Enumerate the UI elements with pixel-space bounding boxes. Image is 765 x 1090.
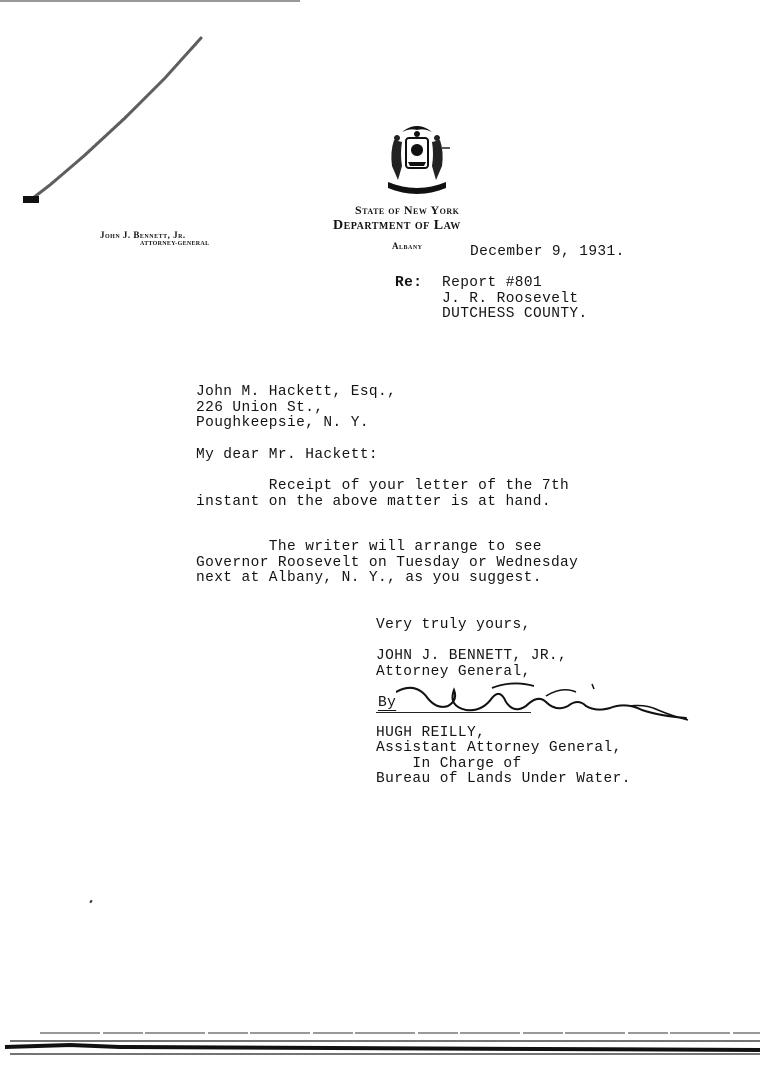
paragraph-line: Governor Roosevelt on Tuesday or Wednesday [196, 555, 579, 571]
by-label: By [378, 695, 397, 711]
attorney-general-name: John J. Bennett, Jr. [100, 230, 186, 240]
signatory-line: Bureau of Lands Under Water. [376, 771, 631, 787]
letterhead-city: Albany [392, 241, 423, 251]
bottom-scan-rules [0, 1025, 765, 1065]
complimentary-close: Very truly yours, [376, 617, 531, 633]
letterhead-state: State of New York [355, 203, 460, 217]
paragraph-line: The writer will arrange to see [196, 539, 542, 555]
signatory-line: HUGH REILLY, [376, 725, 486, 741]
attorney-general-title: ATTORNEY-GENERAL [140, 241, 210, 247]
signatory-line: Assistant Attorney General, [376, 740, 622, 756]
reference-line: Report #801 [442, 275, 543, 291]
pen-stroke-mark [15, 30, 215, 210]
signer-line: Attorney General, [376, 664, 531, 680]
recipient-line: 226 Union St., [196, 400, 324, 416]
state-seal-icon [380, 118, 454, 196]
letter-date: December 9, 1931. [470, 244, 625, 260]
reference-line: DUTCHESS COUNTY. [442, 306, 588, 322]
handwritten-signature-icon [396, 676, 696, 728]
salutation: My dear Mr. Hackett: [196, 447, 379, 463]
reference-line: J. R. Roosevelt [442, 291, 579, 307]
letterhead-department: Department of Law [333, 218, 461, 233]
reference-label: Re: [395, 275, 423, 291]
signer-line: JOHN J. BENNETT, JR., [376, 648, 568, 664]
paragraph-line: Receipt of your letter of the 7th [196, 478, 570, 494]
paragraph-line: instant on the above matter is at hand. [196, 494, 551, 510]
recipient-line: Poughkeepsie, N. Y. [196, 415, 369, 431]
signatory-line: In Charge of [376, 756, 522, 772]
top-scan-rule [0, 0, 300, 2]
paragraph-line: next at Albany, N. Y., as you suggest. [196, 570, 542, 586]
scan-speck [89, 900, 92, 904]
recipient-line: John M. Hackett, Esq., [196, 384, 397, 400]
